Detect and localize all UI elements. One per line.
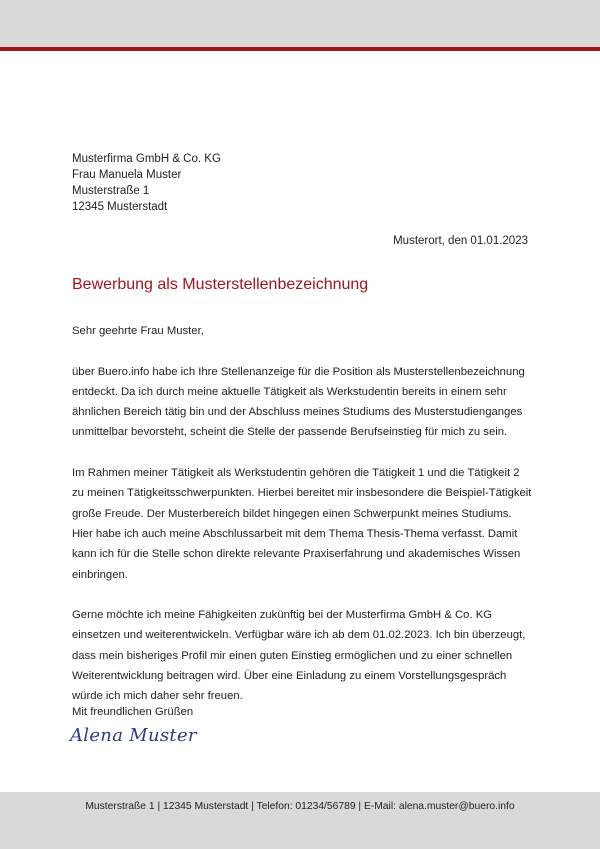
recipient-address bbox=[72, 151, 221, 215]
salutation: Sehr geehrte Frau Muster, bbox=[72, 325, 204, 337]
recipient-street: Musterstraße 1 bbox=[72, 185, 150, 197]
recipient-contact: Frau Manuela Muster bbox=[72, 169, 182, 181]
place-date: Musterort, den 01.01.2023 bbox=[393, 235, 528, 247]
recipient-company: Musterfirma GmbH & Co. KG bbox=[72, 153, 221, 165]
header-accent-line bbox=[0, 47, 600, 51]
recipient-city: 12345 Musterstadt bbox=[72, 201, 168, 213]
paragraph-3: Gerne möchte ich meine Fähigkeiten zukünftig bei der Musterfirma GmbH & Co. KG einsetzen und weiterentwickeln. Verfügbar wäre ich ab dem 01.02.2023. Ich bin überzeugt, dass mein bisheriges Profil mir einen guten Einstieg ermöglichen und zu einer schnellen Weiterentwicklung beitragen wird. Über eine Einladung zu einem Vorstellungsgespräch würde ich mich daher sehr freuen. bbox=[72, 609, 526, 703]
signature: Alena Muster bbox=[70, 725, 197, 746]
letter-subject: Bewerbung als Musterstellenbezeichnung bbox=[72, 276, 369, 293]
closing-phrase: Mit freundlichen Grüßen bbox=[72, 706, 194, 718]
paragraph-1: über Buero.info habe ich Ihre Stellenanzeige für die Position als Musterstellenbezeichnung entdeckt. Da ich durch meine aktuelle Tätigkeit als Werkstudentin bereits in einem sehr ähnlichen Bereich tätig bin und der Abschluss meines Studiums des Musterstudienganges unmittelbar bevorsteht, scheint die Stelle der passende Berufseinstieg für mich zu sein. bbox=[72, 365, 525, 439]
paragraph-2: Im Rahmen meiner Tätigkeit als Werkstudentin gehören die Tätigkeit 1 und die Tätigkeit 2 zu meinen Tätigkeitsschwerpunkten. Hierbei bereitet mir insbesondere die Beispiel-Tätigkeit große Freude. Der Musterbereich bildet hingegen einen Schwerpunkt meines Studiums. Hier habe ich auch meine Abschlussarbeit mit dem Thema Thesis-Thema verfasst. Damit kann ich für die Stelle schon direkte relevante Praxiserfahrung und akademisches Wissen einbringen. bbox=[72, 467, 532, 581]
footer-contact-info: Musterstraße 1 | 12345 Musterstadt | Telefon: 01234/56789 | E-Mail: alena.muster@buero.info bbox=[85, 801, 515, 812]
header-band bbox=[0, 0, 600, 47]
letter-body bbox=[72, 321, 532, 727]
